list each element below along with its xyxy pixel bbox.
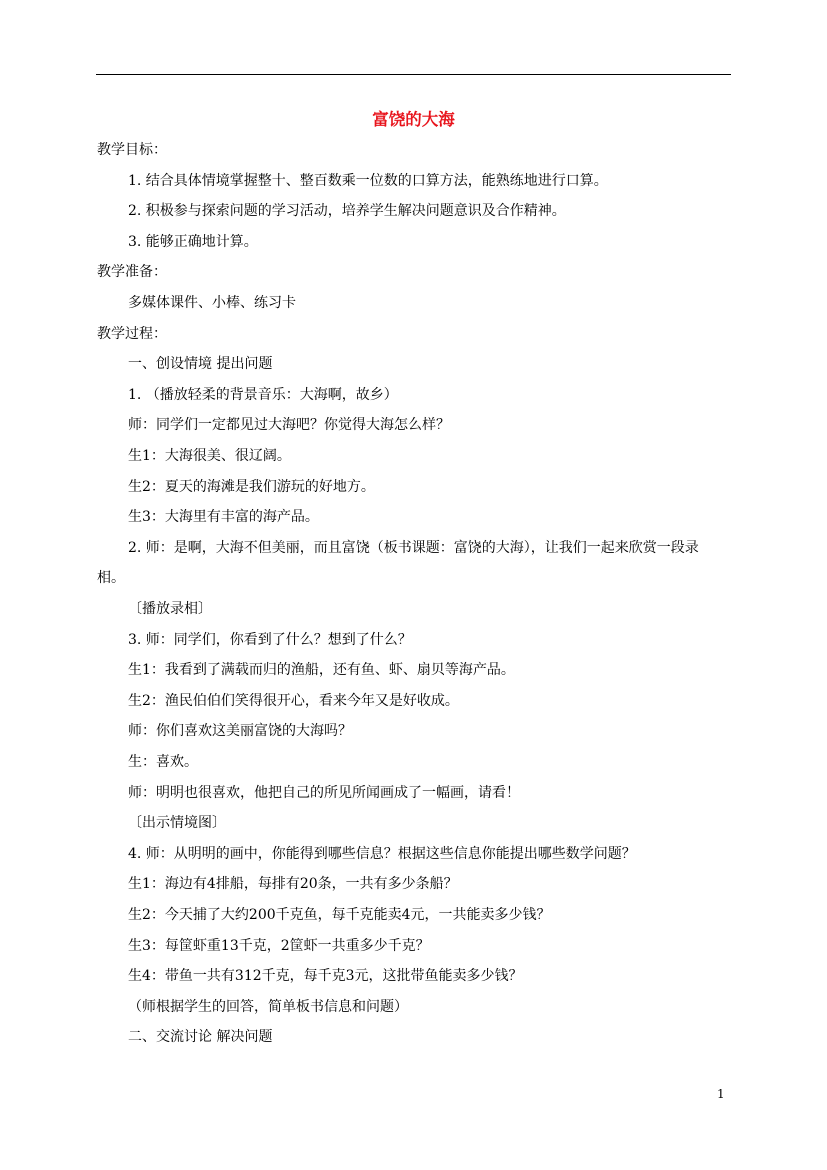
- text-line: 生2：渔民伯伯们笑得很开心，看来今年又是好收成。: [128, 692, 459, 709]
- text-line: 1. 结合具体情境掌握整十、整百数乘一位数的口算方法，能熟练地进行口算。: [128, 172, 608, 189]
- text-line: 教学目标：: [97, 142, 167, 158]
- text-line: 4. 师：从明明的画中，你能得到哪些信息？根据这些信息你能提出哪些数学问题？: [128, 845, 636, 862]
- text-line: 二、交流讨论 解决问题: [128, 1029, 273, 1046]
- text-line: 〔出示情境图〕: [128, 815, 226, 832]
- text-line: 〔播放录相〕: [128, 601, 212, 617]
- text-line: 生1：大海很美、很辽阔。: [128, 448, 291, 464]
- text-line: 生：喜欢。: [128, 754, 198, 770]
- text-line: 生3：大海里有丰富的海产品。: [128, 509, 319, 526]
- text-line: 生1：海边有4排船，每排有20条，一共有多少条船？: [128, 876, 458, 893]
- text-line: 教学过程：: [97, 325, 167, 342]
- text-line: 生4：带鱼一共有312千克，每千克3元，这批带鱼能卖多少钱？: [128, 968, 523, 985]
- text-line: 相。: [97, 570, 125, 587]
- text-line: （师根据学生的回答，简单板书信息和问题）: [128, 998, 408, 1015]
- text-line: 多媒体课件、小棒、练习卡: [128, 295, 296, 311]
- text-line: 1. （播放轻柔的背景音乐：大海啊，故乡）: [128, 386, 398, 403]
- text-line: 生3：每筐虾重13千克，2筐虾一共重多少千克？: [128, 937, 430, 954]
- text-line: 教学准备：: [97, 264, 167, 281]
- page-number: 1: [717, 1087, 725, 1101]
- text-line: 师：同学们一定都见过大海吧？你觉得大海怎么样？: [128, 417, 450, 434]
- header-rule: [96, 74, 731, 75]
- text-line: 师：你们喜欢这美丽富饶的大海吗？: [128, 723, 352, 740]
- text-line: 2. 积极参与探索问题的学习活动，培养学生解决问题意识及合作精神。: [128, 203, 566, 220]
- text-line: 3. 能够正确地计算。: [128, 233, 258, 250]
- text-line: 2. 师：是啊，大海不但美丽，而且富饶（板书课题：富饶的大海），让我们一起来欣赏一段录: [128, 539, 699, 556]
- text-line: 师：明明也很喜欢，他把自己的所见所闻画成了一幅画，请看！: [128, 784, 520, 801]
- text-line: 一、创设情境 提出问题: [128, 356, 273, 373]
- text-line: 生1：我看到了满载而归的渔船，还有鱼、虾、扇贝等海产品。: [128, 662, 515, 679]
- text-line: 3. 师：同学们，你看到了什么？想到了什么？: [128, 631, 412, 648]
- document-title: 富饶的大海: [372, 110, 455, 129]
- text-line: 生2：今天捕了大约200千克鱼，每千克能卖4元，一共能卖多少钱？: [128, 907, 551, 923]
- text-line: 生2：夏天的海滩是我们游玩的好地方。: [128, 478, 375, 495]
